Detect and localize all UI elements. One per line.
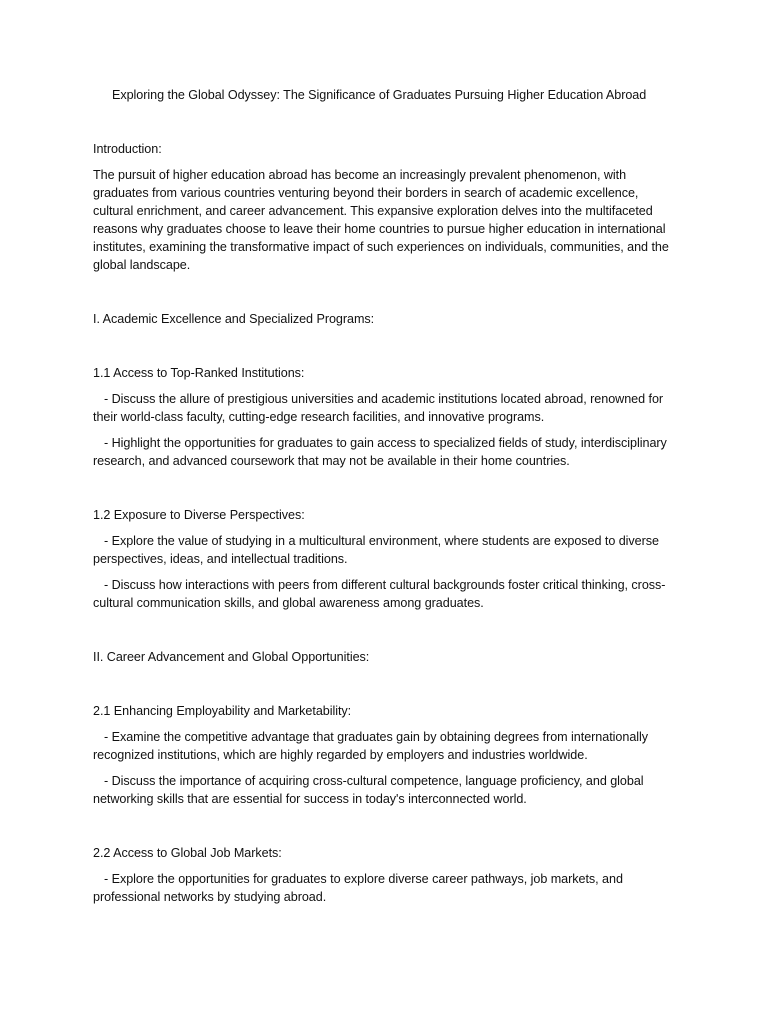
section-heading-1: I. Academic Excellence and Specialized Programs:: [93, 312, 375, 326]
bullet-point: - Discuss the importance of acquiring cross-cultural competence, language proficiency, and global networking skills that are essential for success in today's interconnected world.: [93, 774, 644, 806]
subsection-heading-2-2: 2.2 Access to Global Job Markets:: [93, 846, 282, 860]
bullet-point: - Examine the competitive advantage that graduates gain by obtaining degrees from internationally recognized institutions, which are highly regarded by employers and industries worldwide.: [93, 730, 649, 762]
spacer: [93, 620, 679, 648]
bullet-point: - Explore the value of studying in a multicultural environment, where students are exposed to diverse perspectives, ideas, and intellectual traditions.: [93, 534, 659, 566]
section-heading-2: II. Career Advancement and Global Opportunities:: [93, 650, 370, 664]
subsection-heading-2-1: 2.1 Enhancing Employability and Marketability:: [93, 704, 352, 718]
subsection-heading-1-2: 1.2 Exposure to Diverse Perspectives:: [93, 508, 305, 522]
spacer: [93, 282, 679, 310]
bullet-point: - Discuss how interactions with peers from different cultural backgrounds foster critical thinking, cross-cultural communication skills, and global awareness among graduates.: [93, 578, 666, 610]
spacer: [93, 816, 679, 844]
intro-paragraph: The pursuit of higher education abroad has become an increasingly prevalent phenomenon, with graduates from various countries venturing beyond their borders in search of academic excellence, cultural enrichment, and career advancement. This expansive exploration delves into the multifaceted reasons why graduates choose to leave their home countries to pursue higher education in international institutes, examining the transformative impact of such experiences on individuals, communities, and the global landscape.: [93, 168, 669, 272]
intro-label: Introduction:: [93, 142, 162, 156]
document-body: [93, 86, 679, 914]
spacer: [93, 478, 679, 506]
bullet-point: - Discuss the allure of prestigious universities and academic institutions located abroad, renowned for their world-class faculty, cutting-edge research facilities, and innovative programs.: [93, 392, 664, 424]
document-title: Exploring the Global Odyssey: The Significance of Graduates Pursuing Higher Education Abroad: [112, 88, 647, 102]
subsection-heading-1-1: 1.1 Access to Top-Ranked Institutions:: [93, 366, 305, 380]
bullet-point: - Highlight the opportunities for graduates to gain access to specialized fields of study, interdisciplinary research, and advanced coursework that may not be available in their home countries.: [93, 436, 667, 468]
bullet-point: - Explore the opportunities for graduates to explore diverse career pathways, job markets, and professional networks by studying abroad.: [93, 872, 623, 904]
